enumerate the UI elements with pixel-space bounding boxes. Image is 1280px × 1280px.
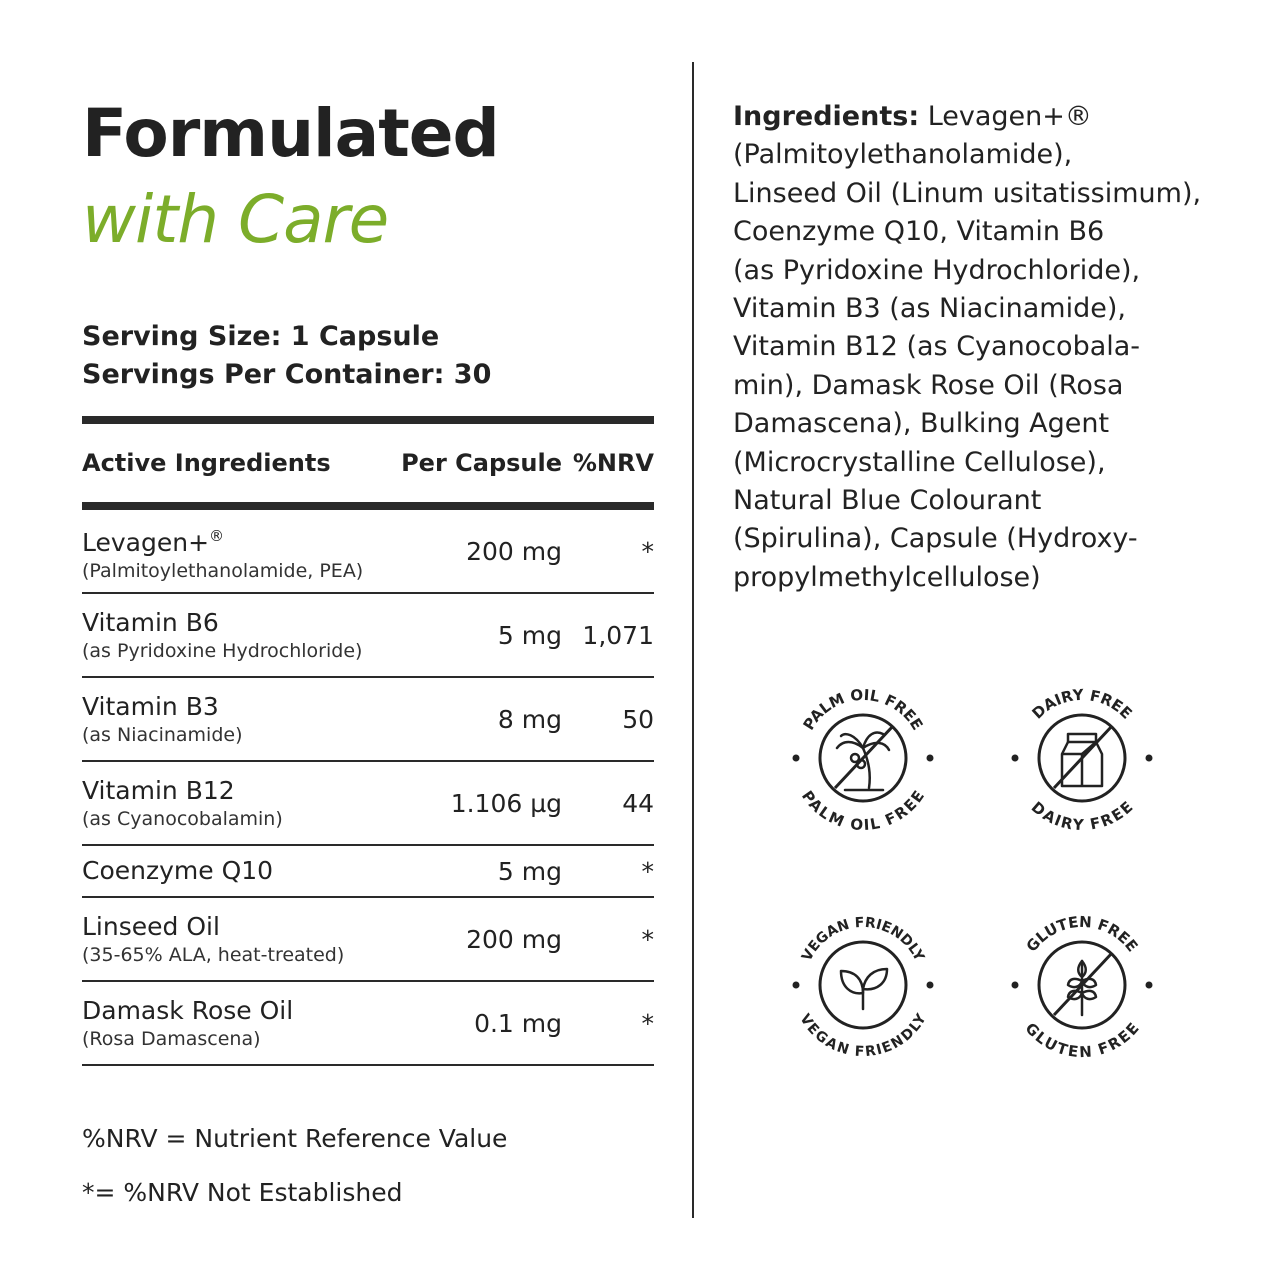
ingredients-label: Ingredients: [733, 101, 920, 132]
table-row [82, 510, 654, 594]
ingredient-name: Vitamin B3 [82, 692, 219, 721]
ingredient-name: Levagen+ [82, 527, 210, 557]
ingredients-line: (Palmitoylethanolamide), [733, 139, 1073, 171]
ingredient-nrv: * [641, 1008, 654, 1038]
leaf-sprout-icon [841, 969, 887, 1009]
ingredient-name: Vitamin B12 [82, 776, 235, 805]
table-top-rule [82, 416, 654, 424]
badge-text-bottom: PALM OIL FREE [797, 787, 929, 835]
registered-mark: ® [209, 526, 225, 545]
ingredient-nrv: * [641, 856, 654, 886]
ingredient-amount: 1.106 µg [450, 788, 562, 818]
table-row [82, 594, 654, 678]
table-row [82, 762, 654, 846]
ingredient-nrv: * [641, 536, 654, 566]
ingredient-amount: 8 mg [497, 704, 562, 734]
table-header [82, 424, 654, 502]
servings-per-container: Servings Per Container: 30 [82, 359, 492, 390]
ingredients-line: (Microcrystalline Cellulose), [733, 446, 1106, 478]
svg-text:PALM OIL FREE [798, 787, 928, 834]
ingredient-name: Coenzyme Q10 [82, 856, 274, 885]
badge-text-top: VEGAN FRIENDLY [798, 914, 928, 964]
serving-size: Serving Size: 1 Capsule [82, 321, 440, 352]
table-row [82, 982, 654, 1066]
svg-text:GLUTEN FREE [1021, 1019, 1142, 1061]
wheat-icon [1068, 961, 1096, 1015]
ingredient-name: Damask Rose Oil [82, 996, 294, 1025]
svg-text:DAIRY FREE [1029, 686, 1136, 723]
ingredients-line: Natural Blue Colourant [733, 485, 1042, 517]
nrv-definition: %NRV = Nutrient Reference Value [82, 1124, 508, 1153]
ingredient-amount: 200 mg [466, 536, 562, 566]
ingredients-line: Coenzyme Q10, Vitamin B6 [733, 216, 1105, 248]
ingredients-line: Vitamin B3 (as Niacinamide), [733, 293, 1126, 325]
badge-text-top: DAIRY FREE [1028, 685, 1136, 723]
svg-text:GLUTEN FREE [1023, 913, 1142, 956]
ingredients-line: Levagen+® [919, 101, 1092, 132]
ingredients-line: min), Damask Rose Oil (Rosa [733, 369, 1124, 401]
table-row [82, 846, 654, 898]
badge-text-top: PALM OIL FREE [799, 685, 927, 734]
ingredient-detail: (as Niacinamide) [82, 724, 243, 746]
ingredient-amount: 5 mg [497, 856, 562, 886]
svg-text:VEGAN FRIENDLY [797, 1010, 930, 1059]
ingredient-amount: 0.1 mg [474, 1008, 562, 1038]
badge-text-bottom: VEGAN FRIENDLY [796, 1011, 930, 1060]
svg-text:PALM OIL FREE [800, 686, 927, 734]
ingredients-line: Linseed Oil (Linum usitatissimum), [733, 177, 1202, 209]
vegan-friendly-badge [783, 905, 943, 1065]
header-active-ingredients: Active Ingredients [82, 449, 331, 477]
ingredient-nrv: 44 [622, 788, 654, 818]
ingredient-detail: (Palmitoylethanolamide, PEA) [82, 559, 364, 582]
ingredients-line: (as Pyridoxine Hydrochloride), [733, 254, 1141, 286]
table-row [82, 678, 654, 762]
ingredients-line: Vitamin B12 (as Cyanocobala- [733, 331, 1141, 363]
vertical-divider [692, 62, 694, 1218]
ingredient-detail: (as Pyridoxine Hydrochloride) [82, 640, 363, 662]
ingredient-nrv: * [641, 924, 654, 954]
ingredients-line: (Spirulina), Capsule (Hydroxy- [733, 523, 1138, 555]
ingredient-detail: (35-65% ALA, heat-treated) [82, 944, 345, 966]
svg-text:DAIRY FREE [1028, 798, 1137, 834]
badge-text-bottom: GLUTEN FREE [1021, 1019, 1143, 1062]
ingredient-detail: (Rosa Damascena) [82, 1028, 261, 1050]
heading-line-1: Formulated [82, 95, 499, 172]
palm-tree-icon [837, 733, 889, 790]
gluten-free-badge [1002, 905, 1162, 1065]
nutrition-panel [82, 92, 654, 1066]
header-per-capsule: Per Capsule [401, 449, 562, 477]
ingredients-list [733, 98, 1233, 597]
serving-info [82, 318, 654, 394]
footnotes [82, 1112, 507, 1220]
table-row [82, 898, 654, 982]
ingredient-amount: 5 mg [497, 620, 562, 650]
badge-text-top: GLUTEN FREE [1022, 912, 1142, 956]
svg-text:VEGAN FRIENDLY [799, 915, 927, 965]
table-header-rule [82, 502, 654, 510]
heading-line-2: with Care [82, 181, 389, 258]
ingredient-nrv: 1,071 [582, 620, 654, 650]
asterisk-definition: *= %NRV Not Established [82, 1178, 403, 1207]
ingredient-detail: (as Cyanocobalamin) [82, 808, 283, 830]
ingredient-nrv: 50 [622, 704, 654, 734]
palm-oil-free-badge [783, 678, 943, 838]
ingredients-line: propylmethylcellulose) [733, 561, 1041, 593]
nutrition-table [82, 416, 654, 1066]
ingredient-name: Linseed Oil [82, 912, 220, 941]
header-nrv: %NRV [572, 449, 654, 477]
ingredients-line: Damascena), Bulking Agent [733, 408, 1110, 440]
dairy-free-badge [1002, 678, 1162, 838]
badge-text-bottom: DAIRY FREE [1027, 798, 1137, 835]
ingredient-amount: 200 mg [466, 924, 562, 954]
ingredient-name: Vitamin B6 [82, 608, 219, 637]
